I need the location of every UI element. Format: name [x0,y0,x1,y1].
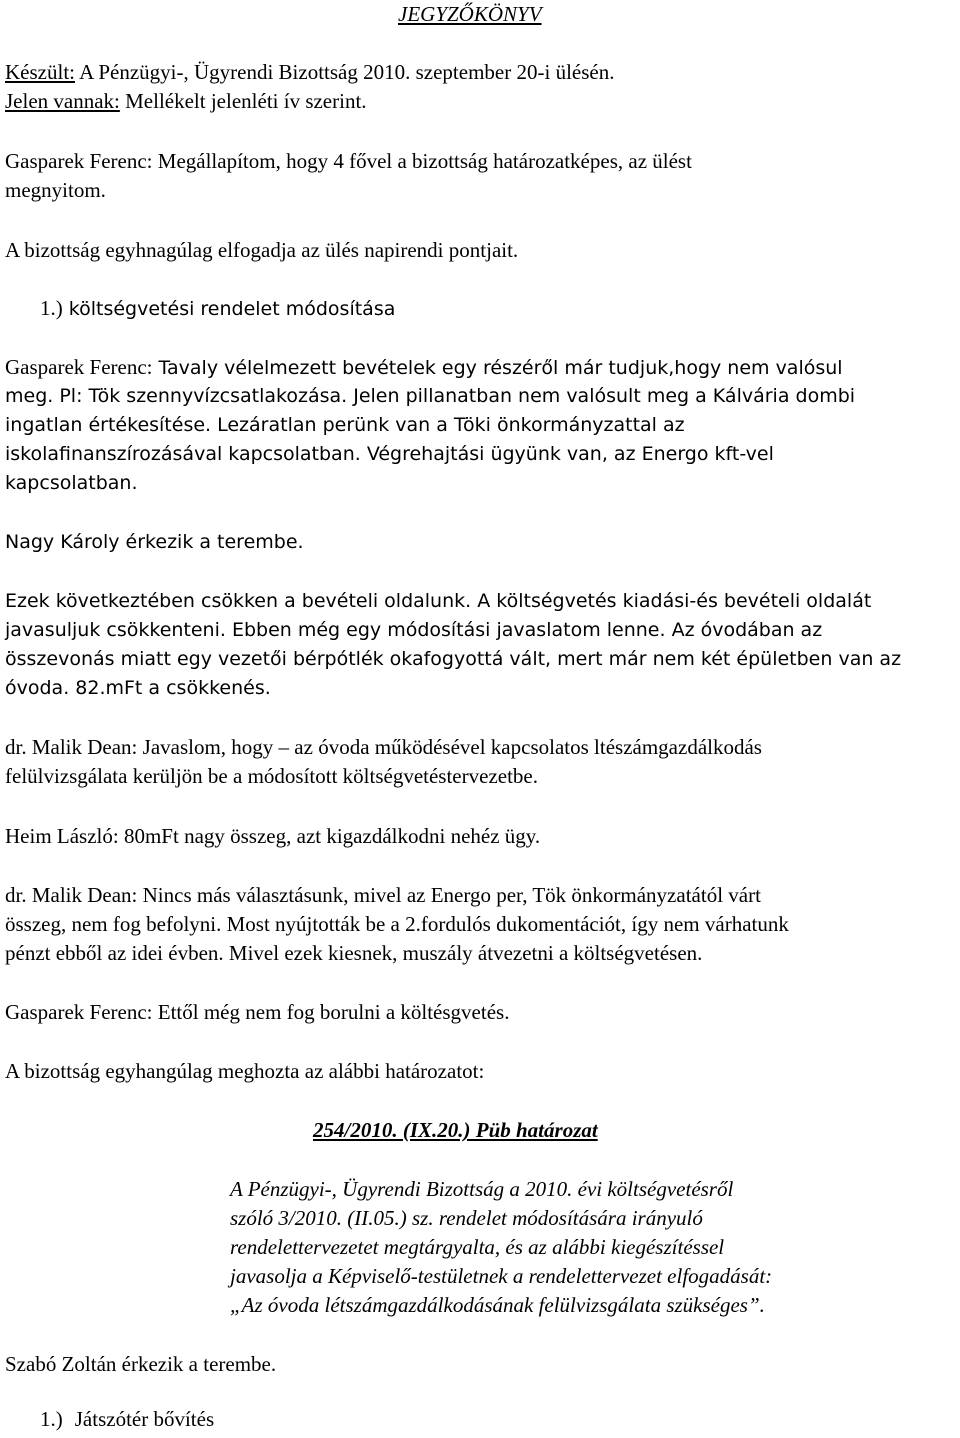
resolution-line-5: „Az óvoda létszámgazdálkodásának felülvizsgálata szükséges”. [230,1293,765,1317]
heim-speaker: Heim László: [5,824,119,848]
present-label: Jelen vannak: [5,89,120,113]
gasparek-speaker: Gasparek Ferenc: [5,355,153,379]
gasparek-line-3: ingatlan értékesítése. Lezáratlan perünk van a Töki önkormányzattal az [5,414,685,436]
document-title: JEGYZŐKÖNYV [398,2,542,26]
gasparek-text-1: Tavaly vélelmezett bevételek egy részéről már tudjuk,hogy nem valósul [152,357,843,379]
opening-text-1: Megállapítom, hogy 4 fővel a bizottság határozatképes, az ülést [152,149,692,173]
gasparek-line-2: meg. Pl: Tök szennyvízcsatlakozása. Jelen pillanatban nem valósult meg a Kálvária dombi [5,385,856,407]
present-line [5,87,367,116]
gasparek2-speaker: Gasparek Ferenc: [5,1000,153,1024]
nagy-arrives: Nagy Károly érkezik a terembe. [5,531,304,553]
malik2-line-3: pénzt ebből az idei évben. Mivel ezek kiesnek, muszály átvezetni a költségvetésen. [5,941,703,965]
agenda-accept: A bizottság egyhnagúlag elfogadja az ülés napirendi pontjait. [5,238,519,262]
agenda-item-1-title: költségvetési rendelet módosítása [62,298,396,320]
consequence-line-4: óvoda. 82.mFt a csökkenés. [5,677,271,699]
opening-line-2: megnyitom. [5,178,106,202]
malik2-speaker: dr. Malik Dean: [5,883,138,907]
gasparek-line-4: iskolafinanszírozásával kapcsolatban. Végrehajtási ügyünk van, az Energo kft-vel [5,443,774,465]
present-value: Mellékelt jelenléti ív szerint. [119,89,367,113]
agenda-item-1-number: 1.) [40,296,63,320]
resolution-line-4: javasolja a Képviselő-testületnek a rendelettervezet elfogadását: [230,1264,773,1288]
resolution-line-1: A Pénzügyi-, Ügyrendi Bizottság a 2010. évi költségvetésről [230,1177,734,1201]
gasparek-line-5: kapcsolatban. [5,472,138,494]
consequence-line-1: Ezek következtében csökken a bevételi oldalunk. A költségvetés kiadási-és bevételi oldalát [5,590,872,612]
made-value: A Pénzügyi-, Ügyrendi Bizottság 2010. szeptember 20-i ülésén. [74,60,615,84]
unanimous-line: A bizottság egyhangúlag meghozta az alábbi határozatot: [5,1059,485,1083]
consequence-line-3: összevonás miatt egy vezetői bérpótlék okafogyottá vált, mert már nem két épületben van az [5,648,902,670]
malik2-line-2: összeg, nem fog befolyni. Most nyújtották be a 2.fordulós dukomentációt, így nem várhatunk [5,912,789,936]
made-line [5,58,614,87]
malik1-speaker: dr. Malik Dean: [5,735,138,759]
opening-line-1 [5,147,692,176]
agenda-item-1 [40,294,395,324]
szabo-arrives: Szabó Zoltán érkezik a terembe. [5,1352,277,1376]
heim-line [5,822,540,851]
resolution-title: 254/2010. (IX.20.) Püb határozat [313,1118,598,1142]
made-label: Készült: [5,60,75,84]
malik1-line-2: felülvizsgálata kerüljön be a módosított költségvetéstervezetbe. [5,764,538,788]
gasparek2-text: Ettől még nem fog borulni a költésgvetés. [152,1000,510,1024]
heim-text: 80mFt nagy összeg, azt kigazdálkodni nehéz ügy. [118,824,541,848]
gasparek2-line [5,998,509,1027]
agenda-item-next-number: 1.) [40,1407,63,1431]
resolution-line-2: szóló 3/2010. (II.05.) sz. rendelet módosítására irányuló [230,1206,703,1230]
malik2-text-1: Nincs más választásunk, mivel az Energo per, Tök önkormányzatától várt [137,883,761,907]
opening-speaker: Gasparek Ferenc: [5,149,153,173]
agenda-item-next [40,1405,214,1434]
malik2-line-1 [5,881,761,910]
malik1-text-1: Javaslom, hogy – az óvoda működésével kapcsolatos ltészámgazdálkodás [137,735,762,759]
malik1-line-1 [5,733,762,762]
consequence-line-2: javasuljuk csökkenteni. Ebben még egy módosítási javaslatom lenne. Az óvodában az [5,619,823,641]
agenda-item-next-title: Játszótér bővítés [74,1407,215,1431]
resolution-line-3: rendelettervezetet megtárgyalta, és az alábbi kiegészítéssel [230,1235,725,1259]
gasparek-line-1 [5,353,843,383]
